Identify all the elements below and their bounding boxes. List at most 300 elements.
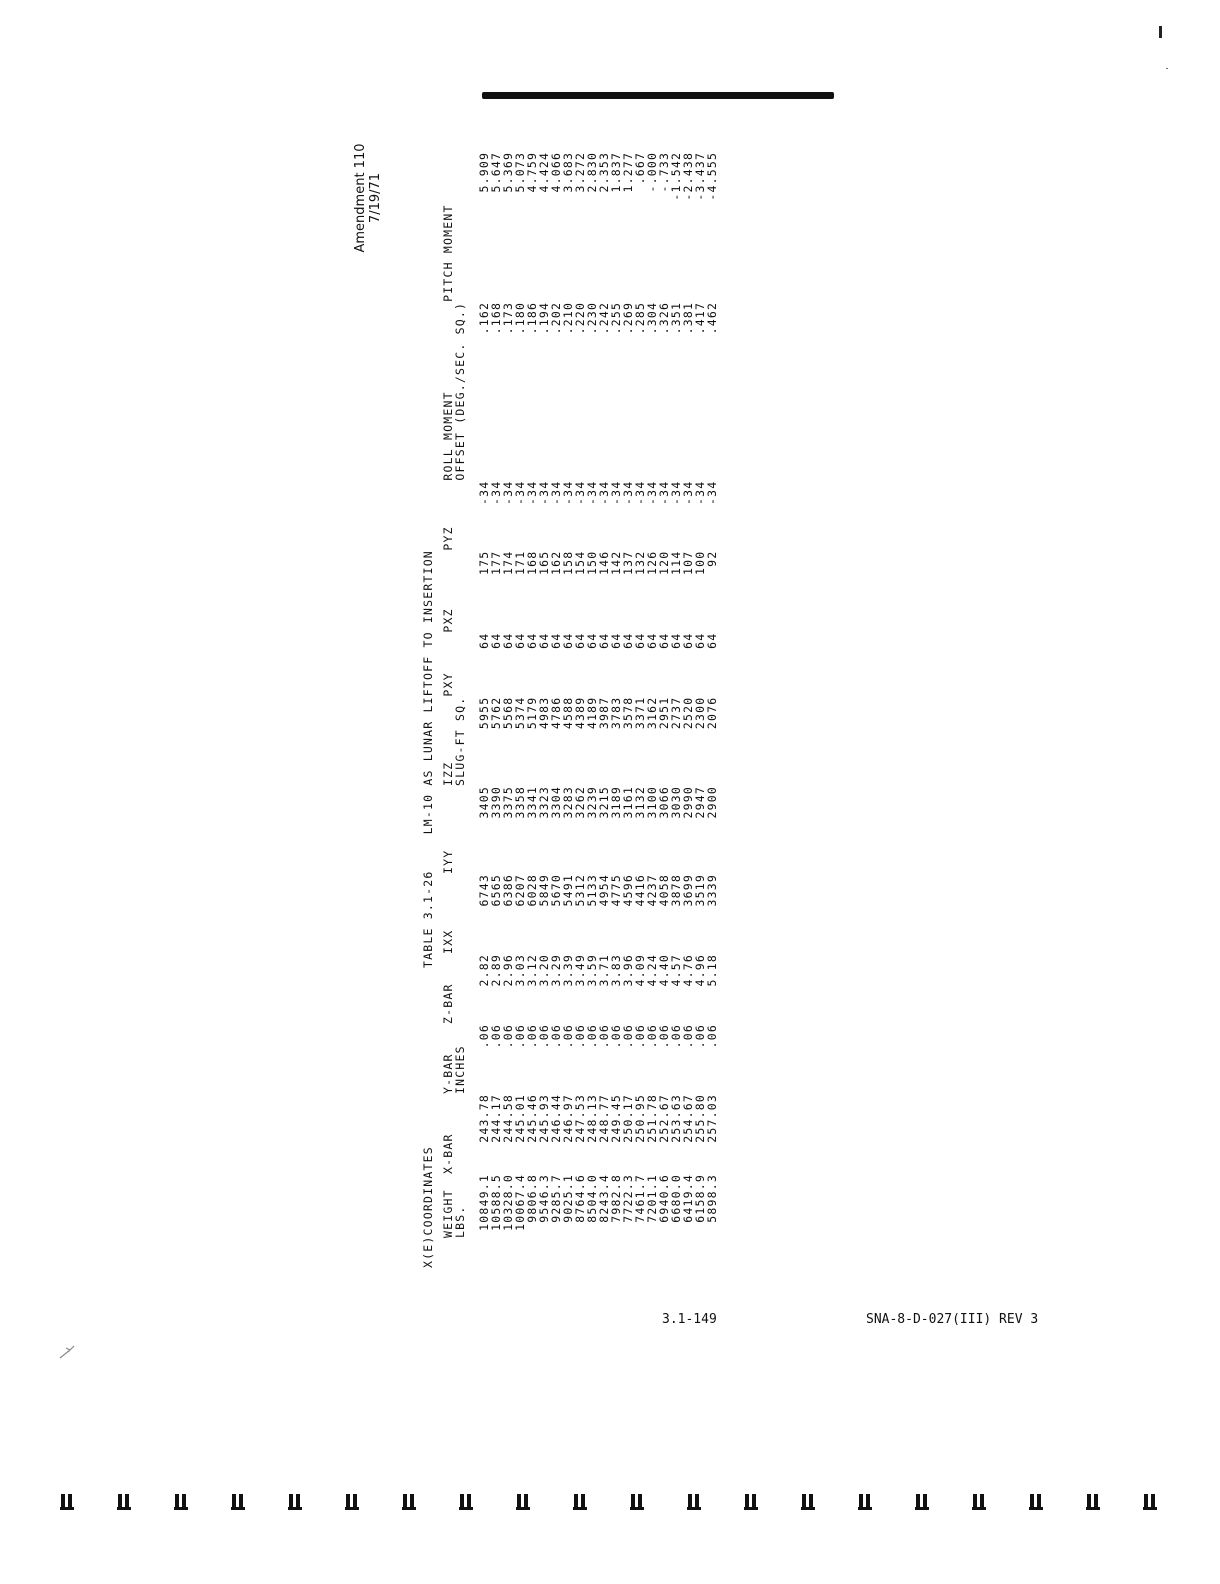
table-cell: 171 — [513, 550, 527, 575]
table-cell: 64 — [693, 632, 707, 649]
table-cell: 254.67 — [681, 1094, 695, 1143]
table-cell: 253.63 — [669, 1094, 683, 1143]
table-cell: 2520 — [681, 696, 695, 730]
film-frame-mark — [288, 1494, 304, 1510]
rotated-table-content — [420, 128, 840, 1268]
table-cell: 245.01 — [513, 1094, 527, 1143]
table-cell: 10588.5 — [489, 1174, 503, 1231]
table-cell: 4983 — [537, 696, 551, 730]
table-cell: 3.272 — [573, 151, 587, 193]
table-cell: -34 — [681, 480, 695, 505]
table-cell: .304 — [645, 301, 659, 335]
rotated-table-region — [420, 128, 840, 1268]
table-cell: 6940.6 — [657, 1174, 671, 1223]
column-unit: LBS. — [453, 1205, 467, 1238]
revision-bar — [482, 92, 834, 99]
table-cell: 4.759 — [525, 151, 539, 193]
table-cell: 10328.0 — [501, 1174, 515, 1231]
film-frame-mark — [630, 1494, 646, 1510]
table-cell: 150 — [585, 550, 599, 575]
table-cell: 3.83 — [609, 954, 623, 987]
table-cell: 64 — [585, 632, 599, 649]
table-cell: 5179 — [525, 696, 539, 730]
table-cell: 146 — [597, 550, 611, 575]
table-cell: 251.78 — [645, 1094, 659, 1143]
table-cell: 6743 — [477, 874, 491, 907]
table-cell: .06 — [705, 1024, 719, 1049]
table-cell: -34 — [621, 480, 635, 505]
table-body — [478, 152, 718, 1238]
film-frame-mark — [1029, 1494, 1045, 1510]
table-cell: 8243.4 — [597, 1174, 611, 1223]
table-cell: -.733 — [657, 151, 671, 193]
table-subtitle: LM-10 AS LUNAR LIFTOFF TO INSERTION — [421, 550, 435, 835]
table-cell: 64 — [669, 632, 683, 649]
table-cell: 174 — [501, 550, 515, 575]
table-cell: 3066 — [657, 786, 671, 819]
table-cell: 3.29 — [549, 954, 563, 987]
table-cell: 5312 — [573, 874, 587, 907]
data-table — [442, 152, 718, 1238]
table-cell: 3.49 — [573, 954, 587, 987]
column-header: PITCH MOMENT — [441, 204, 455, 302]
table-cell: -1.542 — [669, 151, 683, 201]
table-cell: 9546.3 — [537, 1174, 551, 1223]
column-header: PYZ — [441, 526, 455, 551]
table-cell: -34 — [537, 480, 551, 505]
table-cell: 64 — [537, 632, 551, 649]
film-frame-mark — [345, 1494, 361, 1510]
table-cell: 142 — [609, 550, 623, 575]
table-cell: .667 — [633, 151, 647, 185]
column-header: IYY — [441, 849, 455, 874]
table-cell: 64 — [561, 632, 575, 649]
table-cell: 3375 — [501, 786, 515, 819]
table-cell: -34 — [669, 480, 683, 505]
table-cell: 7201.1 — [645, 1174, 659, 1223]
coordinates-label: X(E)COORDINATES — [421, 1146, 435, 1268]
column-unit — [454, 152, 466, 302]
film-frame-mark — [858, 1494, 874, 1510]
film-frame-mark — [744, 1494, 760, 1510]
column-unit — [454, 874, 466, 954]
table-cell: 3371 — [633, 696, 647, 730]
film-frame-mark — [231, 1494, 247, 1510]
table-cell: 10849.1 — [477, 1174, 491, 1231]
film-frame-mark — [972, 1494, 988, 1510]
table-cell: 5670 — [549, 874, 563, 907]
table-cell: 6419.4 — [681, 1174, 695, 1223]
table-cell: 4389 — [573, 696, 587, 730]
table-cell: -34 — [657, 480, 671, 505]
table-cell: 3239 — [585, 786, 599, 819]
table-cell: 2990 — [681, 786, 695, 819]
table-cell: 5.18 — [705, 954, 719, 987]
column-header: Y-BAR — [441, 1053, 455, 1094]
table-cell: -4.555 — [705, 151, 719, 201]
table-cell: 4237 — [645, 874, 659, 907]
table-cell: .202 — [549, 301, 563, 335]
column-header: PXY — [441, 672, 455, 697]
table-cell: 5491 — [561, 874, 575, 907]
table-cell: .285 — [633, 301, 647, 335]
column-header: PXZ — [441, 608, 455, 633]
amendment-label: Amendment 110 — [353, 143, 368, 253]
column-unit: SLUG-FT SQ. — [453, 696, 467, 786]
table-cell: 165 — [537, 550, 551, 575]
table-cell: 9025.1 — [561, 1174, 575, 1223]
table-cell: 5898.3 — [705, 1174, 719, 1223]
film-frame-mark — [174, 1494, 190, 1510]
table-cell: 4.424 — [537, 151, 551, 193]
table-cell: .220 — [573, 301, 587, 335]
table-title: TABLE 3.1-26 — [421, 870, 435, 968]
film-frame-mark — [516, 1494, 532, 1510]
table-cell: 64 — [681, 632, 695, 649]
table-cell: 5133 — [585, 874, 599, 907]
film-frame-mark — [60, 1494, 76, 1510]
table-cell: 248.77 — [597, 1094, 611, 1143]
table-cell: .242 — [597, 301, 611, 335]
table-cell: -3.437 — [693, 151, 707, 201]
table-cell: -34 — [477, 480, 491, 505]
table-cell: 244.17 — [489, 1094, 503, 1143]
table-cell: 245.46 — [525, 1094, 539, 1143]
table-cell: 3132 — [633, 786, 647, 819]
table-cell: -34 — [525, 480, 539, 505]
table-cell: 3304 — [549, 786, 563, 819]
table-cell: 114 — [669, 550, 683, 575]
table-cell: 4.066 — [549, 151, 563, 193]
table-cell: 243.78 — [477, 1094, 491, 1143]
table-cell: 154 — [573, 550, 587, 575]
table-cell: -34 — [585, 480, 599, 505]
table-cell: .06 — [573, 1024, 587, 1049]
table-cell: .06 — [585, 1024, 599, 1049]
table-cell: .06 — [657, 1024, 671, 1049]
table-cell: 64 — [705, 632, 719, 649]
table-cell: 107 — [681, 550, 695, 575]
table-cell: 1.837 — [609, 151, 623, 193]
table-cell: 3.71 — [597, 954, 611, 987]
table-cell: 2.89 — [489, 954, 503, 987]
table-cell: 4416 — [633, 874, 647, 907]
table-cell: 3390 — [489, 786, 503, 819]
table-cell: -34 — [693, 480, 707, 505]
table-cell: -2.438 — [681, 151, 695, 201]
table-cell: 3519 — [693, 874, 707, 907]
table-cell: 4775 — [609, 874, 623, 907]
table-cell: 5.073 — [513, 151, 527, 193]
table-cell: 6680.0 — [669, 1174, 683, 1223]
table-cell: 3162 — [645, 696, 659, 730]
table-cell: 4954 — [597, 874, 611, 907]
table-cell: -34 — [561, 480, 575, 505]
table-cell: -34 — [609, 480, 623, 505]
table-cell: 2951 — [657, 696, 671, 730]
table-cell: 137 — [621, 550, 635, 575]
table-cell: 3341 — [525, 786, 539, 819]
table-cell: 2.830 — [585, 151, 599, 193]
table-cell: 100 — [693, 550, 707, 575]
table-cell: 5.647 — [489, 151, 503, 193]
table-cell: 2300 — [693, 696, 707, 730]
table-cell: 126 — [645, 550, 659, 575]
corner-dot — [1166, 68, 1168, 69]
table-cell: .381 — [681, 301, 695, 335]
column-unit: INCHES — [453, 1045, 467, 1094]
table-cell: 3405 — [477, 786, 491, 819]
table-cell: 4189 — [585, 696, 599, 730]
table-cell: .162 — [477, 301, 491, 335]
column-header: X-BAR — [441, 1133, 455, 1174]
table-cell: 3100 — [645, 786, 659, 819]
table-cell: 250.95 — [633, 1094, 647, 1143]
table-cell: 3323 — [537, 786, 551, 819]
table-cell: 3.59 — [585, 954, 599, 987]
table-cell: -34 — [489, 480, 503, 505]
table-cell: 7461.7 — [633, 1174, 647, 1223]
table-cell: 3783 — [609, 696, 623, 730]
film-frame-mark — [1086, 1494, 1102, 1510]
table-cell: 8504.0 — [585, 1174, 599, 1223]
table-cell: 248.13 — [585, 1094, 599, 1143]
table-cell: 245.93 — [537, 1094, 551, 1143]
film-frame-mark — [1143, 1494, 1159, 1510]
table-cell: 4786 — [549, 696, 563, 730]
table-cell: 3161 — [621, 786, 635, 819]
table-cell: -34 — [597, 480, 611, 505]
table-cell: 64 — [633, 632, 647, 649]
table-cell: 244.58 — [501, 1094, 515, 1143]
column-unit — [454, 481, 466, 551]
table-cell: 162 — [549, 550, 563, 575]
table-cell: 9285.7 — [549, 1174, 563, 1223]
table-cell: -34 — [573, 480, 587, 505]
table-cell: 64 — [501, 632, 515, 649]
table-cell: 3339 — [705, 874, 719, 907]
table-cell: -34 — [705, 480, 719, 505]
table-cell: .06 — [597, 1024, 611, 1049]
table-cell: 64 — [549, 632, 563, 649]
table-cell: 3215 — [597, 786, 611, 819]
table-cell: .194 — [537, 301, 551, 335]
table-cell: 64 — [609, 632, 623, 649]
table-cell: 5849 — [537, 874, 551, 907]
table-cell: 3699 — [681, 874, 695, 907]
amendment-date: 7/19/71 — [368, 172, 383, 224]
table-cell: 5.369 — [501, 151, 515, 193]
table-cell: 3878 — [669, 874, 683, 907]
table-cell: 158 — [561, 550, 575, 575]
table-cell: 4596 — [621, 874, 635, 907]
table-cell: 2947 — [693, 786, 707, 819]
film-frame-mark — [573, 1494, 589, 1510]
column-unit: OFFSET (DEG./SEC. SQ.) — [453, 301, 467, 481]
table-cell: 3.39 — [561, 954, 575, 987]
table-cell: 8764.6 — [573, 1174, 587, 1223]
table-cell: 4.24 — [645, 954, 659, 987]
column-unit — [454, 954, 466, 1024]
table-cell: 2737 — [669, 696, 683, 730]
table-cell: 64 — [477, 632, 491, 649]
table-cell: 2.96 — [501, 954, 515, 987]
table-cell: 64 — [573, 632, 587, 649]
table-cell: .351 — [669, 301, 683, 335]
table-cell: 3189 — [609, 786, 623, 819]
table-cell: 120 — [657, 550, 671, 575]
column-header: WEIGHT — [441, 1189, 455, 1238]
table-cell: 5955 — [477, 696, 491, 730]
corner-mark — [1159, 26, 1162, 38]
table-cell: -.000 — [645, 151, 659, 193]
table-cell: 3262 — [573, 786, 587, 819]
table-cell: 4.96 — [693, 954, 707, 987]
table-cell: 64 — [621, 632, 635, 649]
table-cell: 7722.3 — [621, 1174, 635, 1223]
table-cell: -34 — [513, 480, 527, 505]
table-cell: .230 — [585, 301, 599, 335]
table-cell: -34 — [633, 480, 647, 505]
film-frame-mark — [915, 1494, 931, 1510]
table-cell: 1.277 — [621, 151, 635, 193]
table-cell: 246.97 — [561, 1094, 575, 1143]
table-cell: 6028 — [525, 874, 539, 907]
table-cell: 3358 — [513, 786, 527, 819]
table-cell: 3.96 — [621, 954, 635, 987]
table-cell: .06 — [633, 1024, 647, 1049]
table-cell: 3.683 — [561, 151, 575, 193]
table-cell: 64 — [513, 632, 527, 649]
table-cell: 3.20 — [537, 954, 551, 987]
table-cell: 257.03 — [705, 1094, 719, 1143]
column-unit — [454, 1094, 466, 1174]
table-cell: .186 — [525, 301, 539, 335]
table-cell: 10067.4 — [513, 1174, 527, 1231]
film-frame-mark — [117, 1494, 133, 1510]
table-cell: 5.909 — [477, 151, 491, 193]
film-frame-mark — [402, 1494, 418, 1510]
header-row-units — [454, 152, 466, 1238]
column-unit — [454, 633, 466, 697]
column-header: Z-BAR — [441, 983, 455, 1024]
table-cell: 2.82 — [477, 954, 491, 987]
table-cell: 64 — [525, 632, 539, 649]
table-cell: .06 — [513, 1024, 527, 1049]
table-cell: .269 — [621, 301, 635, 335]
table-cell: .462 — [705, 301, 719, 335]
table-cell: 177 — [489, 550, 503, 575]
table-cell: .06 — [669, 1024, 683, 1049]
table-cell: 2900 — [705, 786, 719, 819]
table-cell: .06 — [645, 1024, 659, 1049]
table-cell: -34 — [501, 480, 515, 505]
table-cell: .180 — [513, 301, 527, 335]
table-cell: .06 — [681, 1024, 695, 1049]
table-cell: 246.44 — [549, 1094, 563, 1143]
table-cell: 250.17 — [621, 1094, 635, 1143]
table-cell: -34 — [549, 480, 563, 505]
table-cell: 64 — [489, 632, 503, 649]
table-cell: .06 — [549, 1024, 563, 1049]
table-cell: 5762 — [489, 696, 503, 730]
table-cell: 4.57 — [669, 954, 683, 987]
table-cell: 6386 — [501, 874, 515, 907]
column-unit — [454, 551, 466, 633]
document-id: SNA-8-D-027(III) REV 3 — [866, 1312, 1039, 1327]
table-cell: .06 — [525, 1024, 539, 1049]
table-title-row — [422, 522, 434, 968]
table-cell: 2076 — [705, 696, 719, 730]
table-cell: 4588 — [561, 696, 575, 730]
table-cell: 92 — [705, 550, 719, 567]
table-cell: .210 — [561, 301, 575, 335]
film-frame-mark — [801, 1494, 817, 1510]
table-cell: 255.80 — [693, 1094, 707, 1143]
table-cell: 4.09 — [633, 954, 647, 987]
table-cell: 249.45 — [609, 1094, 623, 1143]
table-cell: 3030 — [669, 786, 683, 819]
table-cell: .417 — [693, 301, 707, 335]
table-cell: 247.53 — [573, 1094, 587, 1143]
film-frame-mark — [687, 1494, 703, 1510]
table-cell: 168 — [525, 550, 539, 575]
column-header: ROLL MOMENT — [441, 391, 455, 481]
table-cell: 2.353 — [597, 151, 611, 193]
column-header: IXX — [441, 929, 455, 954]
page-number: 3.1-149 — [662, 1312, 717, 1327]
table-cell: 64 — [645, 632, 659, 649]
column-unit — [454, 786, 466, 874]
column-header: IZZ — [441, 761, 455, 786]
table-cell: .06 — [621, 1024, 635, 1049]
table-cell: 4058 — [657, 874, 671, 907]
table-cell: .06 — [561, 1024, 575, 1049]
table-cell: .173 — [501, 301, 515, 335]
table-cell: 6565 — [489, 874, 503, 907]
table-cell: 132 — [633, 550, 647, 575]
table-cell: .06 — [477, 1024, 491, 1049]
table-cell: 175 — [477, 550, 491, 575]
table-cell: .06 — [609, 1024, 623, 1049]
table-cell: 5568 — [501, 696, 515, 730]
table-cell: 7982.8 — [609, 1174, 623, 1223]
table-cell: 3283 — [561, 786, 575, 819]
table-cell: .06 — [489, 1024, 503, 1049]
table-cell: .06 — [693, 1024, 707, 1049]
table-cell: 9806.8 — [525, 1174, 539, 1223]
table-cell: 252.67 — [657, 1094, 671, 1143]
table-cell: -34 — [645, 480, 659, 505]
table-cell: .06 — [537, 1024, 551, 1049]
table-cell: 64 — [597, 632, 611, 649]
table-cell: 3987 — [597, 696, 611, 730]
table-cell: 3578 — [621, 696, 635, 730]
table-cell: .255 — [609, 301, 623, 335]
table-cell: 4.40 — [657, 954, 671, 987]
table-cell: 6158.9 — [693, 1174, 707, 1223]
table-cell: .326 — [657, 301, 671, 335]
table-row — [706, 152, 718, 1238]
film-frame-strip — [60, 1494, 1160, 1516]
table-cell: 3.12 — [525, 954, 539, 987]
table-cell: .168 — [489, 301, 503, 335]
table-cell: 4.76 — [681, 954, 695, 987]
margin-mark — [56, 1342, 80, 1368]
table-cell: 64 — [657, 632, 671, 649]
table-cell: 3.03 — [513, 954, 527, 987]
table-cell: 6207 — [513, 874, 527, 907]
